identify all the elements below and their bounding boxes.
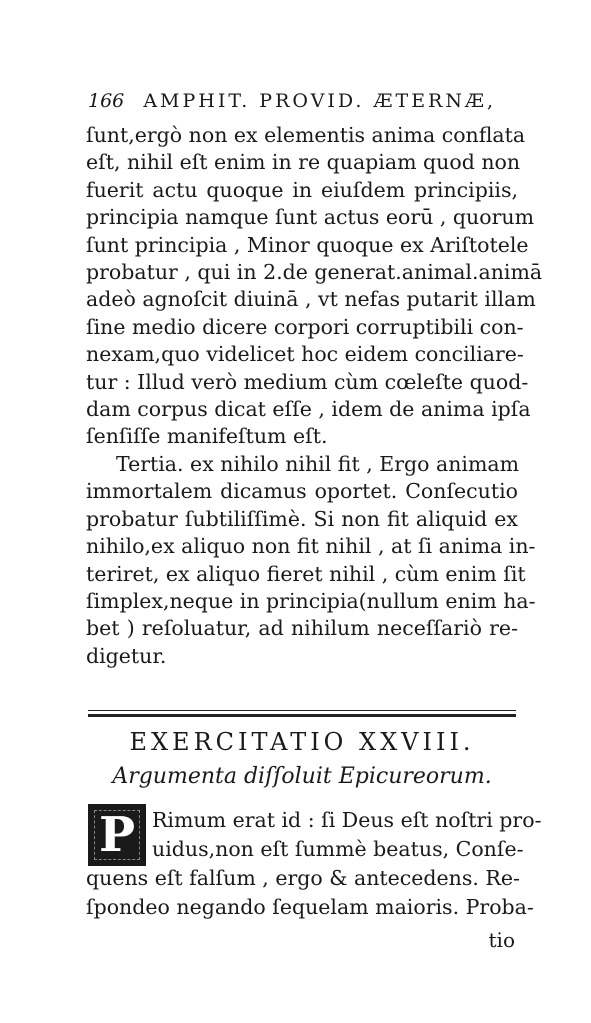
text-line: tur : Illud verò medium cùm cœleſte quod-: [86, 369, 529, 394]
text-line: ſunt,ergò non ex elementis anima conflata: [86, 123, 526, 147]
text-line: ſunt principia , Minor quoque ex Ariſtotele: [86, 232, 529, 257]
text-line: ſpondeo negando ſequelam maioris. Proba-: [86, 895, 534, 919]
text-line: Rimum erat id : ſi Deus eſt noſtri pro-: [152, 808, 542, 832]
section-subtitle: Argumenta diſſoluit Epicureorum.: [112, 764, 492, 789]
section-divider-thin: [88, 710, 516, 711]
running-title: AMPHIT. PROVID. ÆTERNÆ,: [143, 90, 497, 112]
section-divider-thick: [88, 714, 516, 717]
text-line: immortalem dicamus oportet. Conſecutio: [86, 479, 518, 504]
initial-letter: P: [98, 807, 136, 863]
paragraph-1: [86, 122, 543, 451]
page-number: 166: [88, 90, 125, 112]
text-line: teriret, ex aliquo fieret nihil , cùm enim ſit: [86, 561, 526, 586]
text-line: fuerit actu quoque in eiuſdem principiis,: [86, 177, 518, 202]
text-line: nihilo,ex aliquo non fit nihil , at ſi anima in-: [86, 534, 536, 559]
running-header: [88, 90, 518, 112]
catchword: tio: [488, 928, 515, 952]
main-text: [86, 122, 543, 670]
section-title: EXERCITATIO XXVIII.: [129, 728, 475, 756]
text-line: probatur ſubtiliſſimè. Si non fit aliquid ex: [86, 506, 518, 531]
text-line: quens eſt falſum , ergo & antecedens. Re-: [86, 866, 520, 890]
text-line: digetur.: [86, 643, 167, 668]
text-line: uidus,non eſt ſummè beatus, Conſe-: [152, 837, 524, 861]
paragraph-2: [86, 451, 536, 670]
text-line: dam corpus dicat eſſe , idem de anima ipſa: [86, 397, 531, 422]
text-line: ſine medio dicere corpori corruptibili con-: [86, 314, 524, 339]
text-line: principia namque ſunt actus eorū , quorum: [86, 205, 535, 230]
text-line: probatur , qui in 2.de generat.animal.animā: [86, 260, 543, 285]
text-line: Tertia. ex nihilo nihil fit , Ergo animam: [116, 451, 520, 476]
paragraph-3: [86, 806, 542, 922]
text-line: bet ) reſoluatur, ad nihilum neceſſariò re-: [86, 616, 518, 641]
text-line: ſimplex,neque in principia(nullum enim ha-: [86, 588, 536, 613]
text-line: nexam,quo videlicet hoc eidem conciliare-: [86, 342, 524, 367]
text-line: adeò agnoſcit diuinā , vt nefas putarit illam: [86, 287, 536, 312]
text-line: eſt, nihil eſt enim in re quapiam quod non: [86, 150, 521, 175]
text-line: ſenſiſſe manifeſtum eſt.: [86, 424, 328, 449]
